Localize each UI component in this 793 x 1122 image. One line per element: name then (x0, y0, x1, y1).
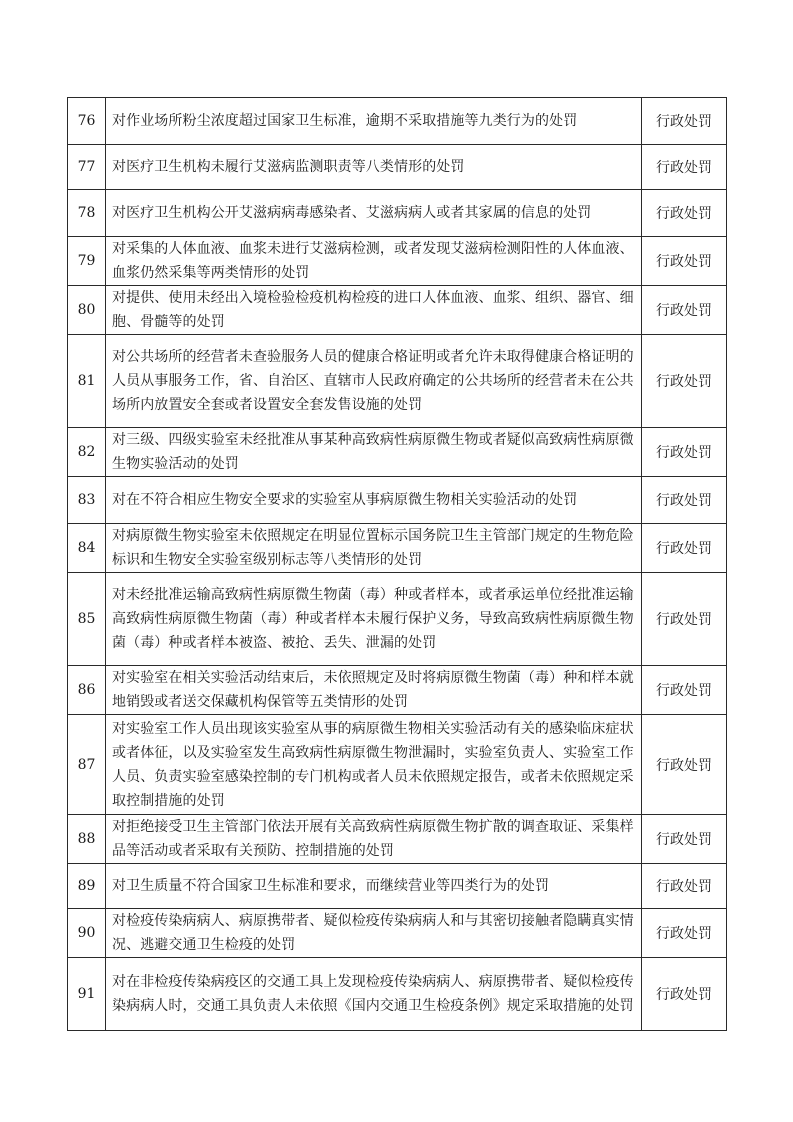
table-row (68, 909, 727, 958)
table-row (68, 864, 727, 909)
row-item: 对实验室工作人员出现该实验室从事的病原微生物相关实验活动有关的感染临床症状或者体征，以及实验室发生高致病性病原微生物泄漏时，实验室负责人、实验室工作人员、负责实验室感染控制的专门机构或者人员未依照规定报告，或者未依照规定采取控制措施的处罚 (106, 715, 642, 815)
row-item: 对病原微生物实验室未依照规定在明显位置标示国务院卫生主管部门规定的生物危险标识和生物安全实验室级别标志等八类情形的处罚 (106, 524, 642, 573)
row-item: 对卫生质量不符合国家卫生标准和要求，而继续营业等四类行为的处罚 (106, 864, 642, 909)
row-item: 对三级、四级实验室未经批准从事某种高致病性病原微生物或者疑似高致病性病原微生物实验活动的处罚 (106, 428, 642, 477)
table-row (68, 237, 727, 286)
row-type: 行政处罚 (642, 524, 727, 573)
row-item: 对未经批准运输高致病性病原微生物菌（毒）种或者样本，或者承运单位经批准运输高致病性病原微生物菌（毒）种或者样本未履行保护义务，导致高致病性病原微生物菌（毒）种或者样本被盗、被抢、丢失、泄漏的处罚 (106, 573, 642, 666)
table-row (68, 666, 727, 715)
row-type: 行政处罚 (642, 98, 727, 145)
row-item: 对作业场所粉尘浓度超过国家卫生标准，逾期不采取措施等九类行为的处罚 (106, 98, 642, 145)
row-item: 对在非检疫传染病疫区的交通工具上发现检疫传染病病人、病原携带者、疑似检疫传染病病人时，交通工具负责人未依照《国内交通卫生检疫条例》规定采取措施的处罚 (106, 958, 642, 1031)
table-row (68, 958, 727, 1031)
items-table (67, 97, 727, 1031)
row-number: 91 (68, 958, 106, 1031)
row-number: 81 (68, 335, 106, 428)
row-item: 对在不符合相应生物安全要求的实验室从事病原微生物相关实验活动的处罚 (106, 477, 642, 524)
row-number: 79 (68, 237, 106, 286)
table-row (68, 335, 727, 428)
row-number: 83 (68, 477, 106, 524)
row-type: 行政处罚 (642, 573, 727, 666)
table-row (68, 286, 727, 335)
table-row (68, 815, 727, 864)
row-type: 行政处罚 (642, 864, 727, 909)
table-row (68, 573, 727, 666)
row-type: 行政处罚 (642, 958, 727, 1031)
row-type: 行政处罚 (642, 428, 727, 477)
table-row (68, 98, 727, 145)
row-number: 77 (68, 145, 106, 190)
row-number: 84 (68, 524, 106, 573)
row-type: 行政处罚 (642, 335, 727, 428)
row-number: 87 (68, 715, 106, 815)
table-row (68, 524, 727, 573)
table-row (68, 715, 727, 815)
table-row (68, 428, 727, 477)
table-row (68, 477, 727, 524)
row-number: 86 (68, 666, 106, 715)
row-number: 88 (68, 815, 106, 864)
row-number: 89 (68, 864, 106, 909)
row-type: 行政处罚 (642, 190, 727, 237)
row-number: 82 (68, 428, 106, 477)
table-row (68, 145, 727, 190)
row-item: 对实验室在相关实验活动结束后，未依照规定及时将病原微生物菌（毒）种和样本就地销毁或者送交保藏机构保管等五类情形的处罚 (106, 666, 642, 715)
row-item: 对采集的人体血液、血浆未进行艾滋病检测，或者发现艾滋病检测阳性的人体血液、血浆仍然采集等两类情形的处罚 (106, 237, 642, 286)
row-type: 行政处罚 (642, 666, 727, 715)
row-item: 对检疫传染病病人、病原携带者、疑似检疫传染病病人和与其密切接触者隐瞒真实情况、逃避交通卫生检疫的处罚 (106, 909, 642, 958)
row-number: 80 (68, 286, 106, 335)
row-item: 对公共场所的经营者未查验服务人员的健康合格证明或者允许未取得健康合格证明的人员从事服务工作，省、自治区、直辖市人民政府确定的公共场所的经营者未在公共场所内放置安全套或者设置安全套发售设施的处罚 (106, 335, 642, 428)
row-number: 76 (68, 98, 106, 145)
row-item: 对提供、使用未经出入境检验检疫机构检疫的进口人体血液、血浆、组织、器官、细胞、骨髓等的处罚 (106, 286, 642, 335)
row-type: 行政处罚 (642, 477, 727, 524)
row-type: 行政处罚 (642, 237, 727, 286)
row-type: 行政处罚 (642, 286, 727, 335)
row-number: 90 (68, 909, 106, 958)
row-type: 行政处罚 (642, 815, 727, 864)
row-type: 行政处罚 (642, 145, 727, 190)
row-item: 对医疗卫生机构公开艾滋病病毒感染者、艾滋病病人或者其家属的信息的处罚 (106, 190, 642, 237)
row-number: 78 (68, 190, 106, 237)
row-number: 85 (68, 573, 106, 666)
row-type: 行政处罚 (642, 909, 727, 958)
row-item: 对医疗卫生机构未履行艾滋病监测职责等八类情形的处罚 (106, 145, 642, 190)
table-row (68, 190, 727, 237)
row-type: 行政处罚 (642, 715, 727, 815)
row-item: 对拒绝接受卫生主管部门依法开展有关高致病性病原微生物扩散的调查取证、采集样品等活动或者采取有关预防、控制措施的处罚 (106, 815, 642, 864)
